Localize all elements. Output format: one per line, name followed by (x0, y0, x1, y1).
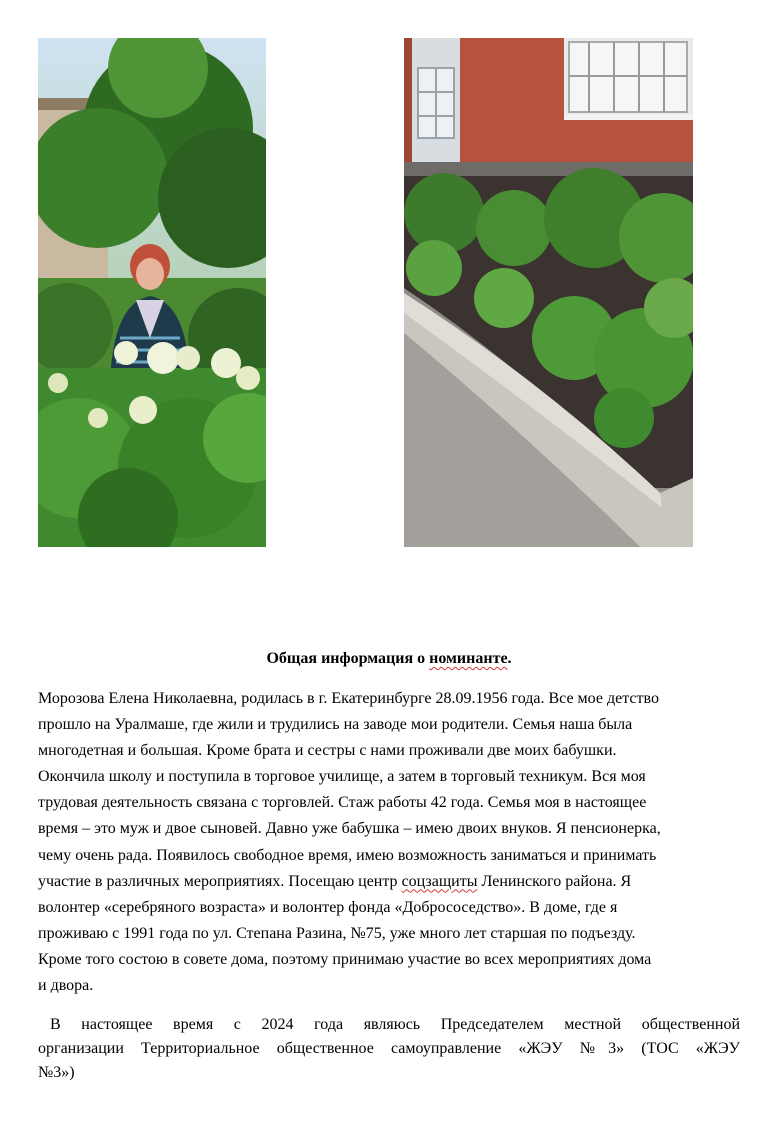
photo-flower-bed (404, 38, 693, 547)
bio-paragraph (38, 686, 740, 999)
bio-line: проживаю с 1991 года по ул. Степана Разина, №75, уже много лет старшая по подъезду. (38, 924, 636, 942)
bio-line: чему очень рада. Появилось свободное время, имею возможность заниматься и принимать (38, 846, 657, 864)
bio-spellcheck-word: соцзащиты (401, 872, 478, 890)
photo-woman-hydrangea (38, 38, 266, 547)
bio-line: время – это муж и двое сыновей. Давно уже бабушка – имею двоих внуков. Я пенсионерка, (38, 820, 661, 838)
section-heading (38, 648, 740, 670)
bio-line: трудовая деятельность связана с торговлей. Стаж работы 42 года. Семья моя в настоящее (38, 794, 647, 812)
bio-line: волонтер «серебряного возраста» и волонтер фонда «Добрососедство». В доме, где я (38, 898, 618, 916)
flower-bed-photo-image (404, 38, 693, 547)
bio-line: Окончила школу и поступила в торговое училище, а затем в торговый техникум. Вся моя (38, 768, 646, 786)
org-line: №3») (38, 1064, 75, 1081)
heading-text-before: Общая информация о (266, 650, 430, 667)
org-line: В настоящее время с 2024 года являюсь Председателем местной общественной (50, 1016, 740, 1033)
bio-line8-before: участие в различных мероприятиях. Посещаю центр (38, 872, 402, 890)
heading-spellcheck-word: номинанте (429, 650, 508, 667)
bio-line: прошло на Уралмаше, где жили и трудились на заводе мои родители. Семья наша была (38, 716, 633, 734)
garden-photo-image (38, 38, 266, 547)
organization-paragraph (38, 1013, 740, 1085)
bio-line (38, 869, 740, 895)
heading-text-after: . (507, 650, 512, 667)
bio-line8-after: Ленинского района. Я (477, 872, 632, 890)
bio-line: Кроме того состою в совете дома, поэтому принимаю участие во всех мероприятиях дома (38, 950, 652, 968)
bio-line: Морозова Елена Николаевна, родилась в г. Екатеринбурге 28.09.1956 года. Все мое детство (38, 690, 659, 707)
bio-line: и двора. (38, 977, 94, 995)
bio-line: многодетная и большая. Кроме брата и сестры с нами проживали две моих бабушки. (38, 742, 617, 760)
org-line: организации Территориальное общественное самоуправление «ЖЭУ №3» (ТОС «ЖЭУ (38, 1040, 740, 1057)
